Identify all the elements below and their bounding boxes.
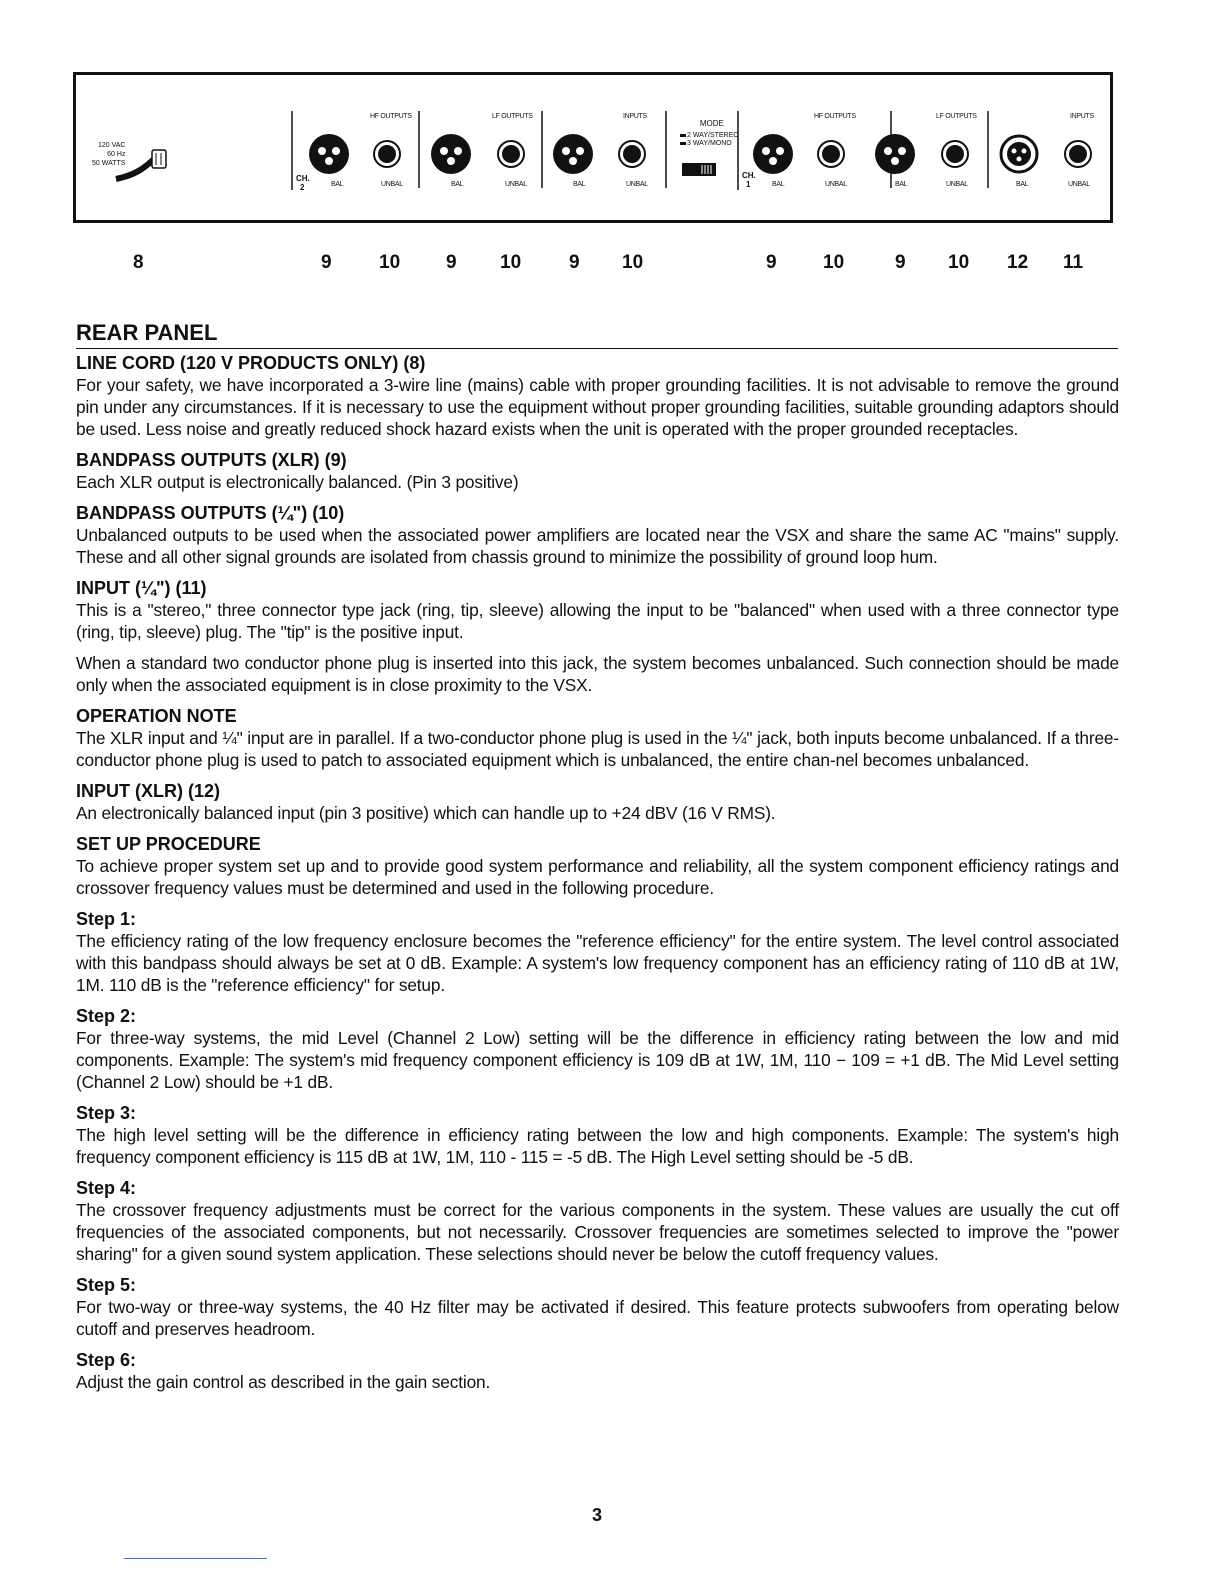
callout-number: 9 xyxy=(446,252,457,273)
callout-number: 10 xyxy=(379,252,401,273)
xlr-connector-icon xyxy=(753,134,793,174)
section-paragraph: For two-way or three-way systems, the 40 Hz filter may be activated if desired. This feature protects subwoofers from operating below cutoff and preserves headroom. xyxy=(76,1297,1119,1339)
section-paragraph: The efficiency rating of the low frequency enclosure becomes the "reference efficiency" for the entire system. The level control associated with this bandpass should always be set at 0 dB. Example: A system's low frequency component has an efficiency rating of 110 dB at 1W, 1M. 110 dB is the "reference efficiency" for setup. xyxy=(76,931,1119,995)
callout-number: 10 xyxy=(948,252,970,273)
unbal-label: UNBAL xyxy=(825,181,847,188)
quarter-inch-jack-icon xyxy=(619,141,645,167)
power-frequency: 60 Hz xyxy=(107,151,126,158)
bal-label: BAL xyxy=(573,181,586,188)
section-heading: OPERATION NOTE xyxy=(76,706,237,726)
footer-line xyxy=(124,1558,267,1559)
section-heading: LINE CORD (120 V PRODUCTS ONLY) (8) xyxy=(76,353,426,373)
section-paragraph: The XLR input and ¼" input are in parallel. If a two-conductor phone plug is used in the ¼" jack, both inputs become unbalanced. If a three-conductor phone plug is used to patch to associated equipment which is unbalanced, the entire chan-nel becomes unbalanced. xyxy=(76,728,1119,770)
section xyxy=(76,352,1119,440)
section-heading: BANDPASS OUTPUTS (¼") (10) xyxy=(76,503,345,523)
section xyxy=(76,1349,1119,1393)
quarter-inch-jack-icon xyxy=(1065,141,1091,167)
section-paragraph: The crossover frequency adjustments must be correct for the various components in the system. These values are usually the cut off frequencies of the associated components, but not necessarily. Crossover frequencies are sometimes selected to improve the "power sharing" for a given sound system application. These selections should never be below the cutoff frequency values. xyxy=(76,1200,1119,1264)
section-heading: SET UP PROCEDURE xyxy=(76,834,261,854)
hf-outputs-header-ch2: HF OUTPUTS xyxy=(370,113,412,120)
section xyxy=(76,780,1119,824)
section xyxy=(76,577,1119,696)
lf-outputs-header-ch2: LF OUTPUTS xyxy=(492,113,533,120)
callout-number: 10 xyxy=(622,252,644,273)
mode-selector xyxy=(680,120,739,148)
hf-outputs-header-ch1: HF OUTPUTS xyxy=(814,113,856,120)
quarter-inch-jack-icon xyxy=(374,141,400,167)
channel-1-label: CH. 1 xyxy=(742,171,756,189)
section-heading: Step 6: xyxy=(76,1350,137,1370)
quarter-inch-jack-icon xyxy=(818,141,844,167)
section xyxy=(76,1274,1119,1340)
bal-label: BAL xyxy=(331,181,344,188)
section xyxy=(76,502,1119,568)
section-paragraph: This is a "stereo," three connector type jack (ring, tip, sleeve) allowing the input to be "balanced" when used with a three connector type (ring, tip, sleeve) plug. The "tip" is the positive input. xyxy=(76,600,1119,642)
callout-number: 9 xyxy=(895,252,906,273)
section-paragraph: Unbalanced outputs to be used when the associated power amplifiers are located near the VSX and share the same AC "mains" supply. These and all other signal grounds are isolated from chassis ground to minimize the possibility of ground loop hum. xyxy=(76,525,1119,567)
section-heading: INPUT (XLR) (12) xyxy=(76,781,220,801)
callout-number: 8 xyxy=(133,252,144,273)
page-number: 3 xyxy=(592,1505,603,1525)
quarter-inch-jack-icon xyxy=(498,141,524,167)
section xyxy=(76,1005,1119,1093)
section-paragraph: The high level setting will be the difference in efficiency rating between the low and high components. Example: The system's high frequency component efficiency is 115 dB at 1W, 1M, 110 - 115 = -5 dB. The High Level setting should be -5 dB. xyxy=(76,1125,1119,1167)
section-heading: BANDPASS OUTPUTS (XLR) (9) xyxy=(76,450,347,470)
section-paragraph: To achieve proper system set up and to provide good system performance and reliability, all the system component efficiency ratings and crossover frequency values must be determined and used in the following procedure. xyxy=(76,856,1119,898)
bal-label: BAL xyxy=(772,181,785,188)
callout-number: 10 xyxy=(500,252,522,273)
xlr-input-icon xyxy=(1001,136,1037,172)
quarter-inch-jack-icon xyxy=(942,141,968,167)
lf-outputs-header-ch1: LF OUTPUTS xyxy=(936,113,977,120)
section xyxy=(76,449,1119,493)
channel-2-label: CH. 2 xyxy=(296,174,310,192)
section-heading: Step 1: xyxy=(76,909,137,929)
bal-label: BAL xyxy=(451,181,464,188)
section-heading: INPUT (¼") (11) xyxy=(76,578,207,598)
bal-label: BAL xyxy=(895,181,908,188)
section-paragraph: For three-way systems, the mid Level (Channel 2 Low) setting will be the difference in efficiency rating between the low and mid components. Example: The system's mid frequency component efficiency is 109 dB at 1W, 1M, 110 − 109 = +1 dB. The Mid Level setting (Channel 2 Low) should be +1 dB. xyxy=(76,1028,1119,1092)
title-rule xyxy=(76,348,1118,349)
xlr-connector-icon xyxy=(553,134,593,174)
xlr-connector-icon xyxy=(309,134,349,174)
section xyxy=(76,908,1119,996)
section xyxy=(76,1177,1119,1265)
callout-number: 9 xyxy=(321,252,332,273)
mode-option-mono: 3 WAY/MONO xyxy=(687,140,732,147)
unbal-label: UNBAL xyxy=(505,181,527,188)
unbal-label: UNBAL xyxy=(946,181,968,188)
section xyxy=(76,833,1119,899)
section xyxy=(76,1102,1119,1168)
callout-number: 12 xyxy=(1007,252,1029,273)
xlr-connector-icon xyxy=(875,134,915,174)
section-heading: Step 5: xyxy=(76,1275,137,1295)
section-paragraph: When a standard two conductor phone plug is inserted into this jack, the system becomes unbalanced. Such connection should be made only when the associated equipment is in close proximity to the VSX. xyxy=(76,653,1119,695)
inputs-header-ch2: INPUTS xyxy=(623,113,647,120)
section-paragraph: Each XLR output is electronically balanced. (Pin 3 positive) xyxy=(76,472,519,492)
callout-number: 10 xyxy=(823,252,845,273)
panel-drawing xyxy=(76,75,1116,226)
section-heading: Step 2: xyxy=(76,1006,137,1026)
page-title: REAR PANEL xyxy=(76,320,218,345)
mode-title: MODE xyxy=(699,119,724,128)
document-body xyxy=(76,352,1119,1402)
section-paragraph: An electronically balanced input (pin 3 positive) which can handle up to +24 dBV (16 V RMS). xyxy=(76,803,776,823)
rear-panel-diagram xyxy=(73,72,1113,223)
callout-number: 11 xyxy=(1063,252,1084,273)
mode-option-stereo: 2 WAY/STEREO xyxy=(687,132,739,139)
power-voltage: 120 VAC xyxy=(97,142,126,149)
unbal-label: UNBAL xyxy=(626,181,648,188)
xlr-connector-icon xyxy=(431,134,471,174)
unbal-label: UNBAL xyxy=(1068,181,1090,188)
callout-number: 9 xyxy=(569,252,580,273)
section-paragraph: Adjust the gain control as described in the gain section. xyxy=(76,1372,491,1392)
power-watts: 50 WATTS xyxy=(92,160,126,167)
unbal-label: UNBAL xyxy=(381,181,403,188)
section-heading: Step 3: xyxy=(76,1103,137,1123)
section-heading: Step 4: xyxy=(76,1178,137,1198)
section-paragraph: For your safety, we have incorporated a 3-wire line (mains) cable with proper grounding facilities. It is not advisable to remove the ground pin under any circumstances. If it is necessary to use the equipment without proper grounding facilities, suitable grounding adaptors should be used. Less noise and greatly reduced shock hazard exists when the unit is operated with the proper grounded receptacles. xyxy=(76,375,1119,439)
section xyxy=(76,705,1119,771)
inputs-header-ch1: INPUTS xyxy=(1070,113,1094,120)
bal-label: BAL xyxy=(1016,181,1029,188)
power-rating xyxy=(92,141,125,168)
callout-number: 9 xyxy=(766,252,777,273)
